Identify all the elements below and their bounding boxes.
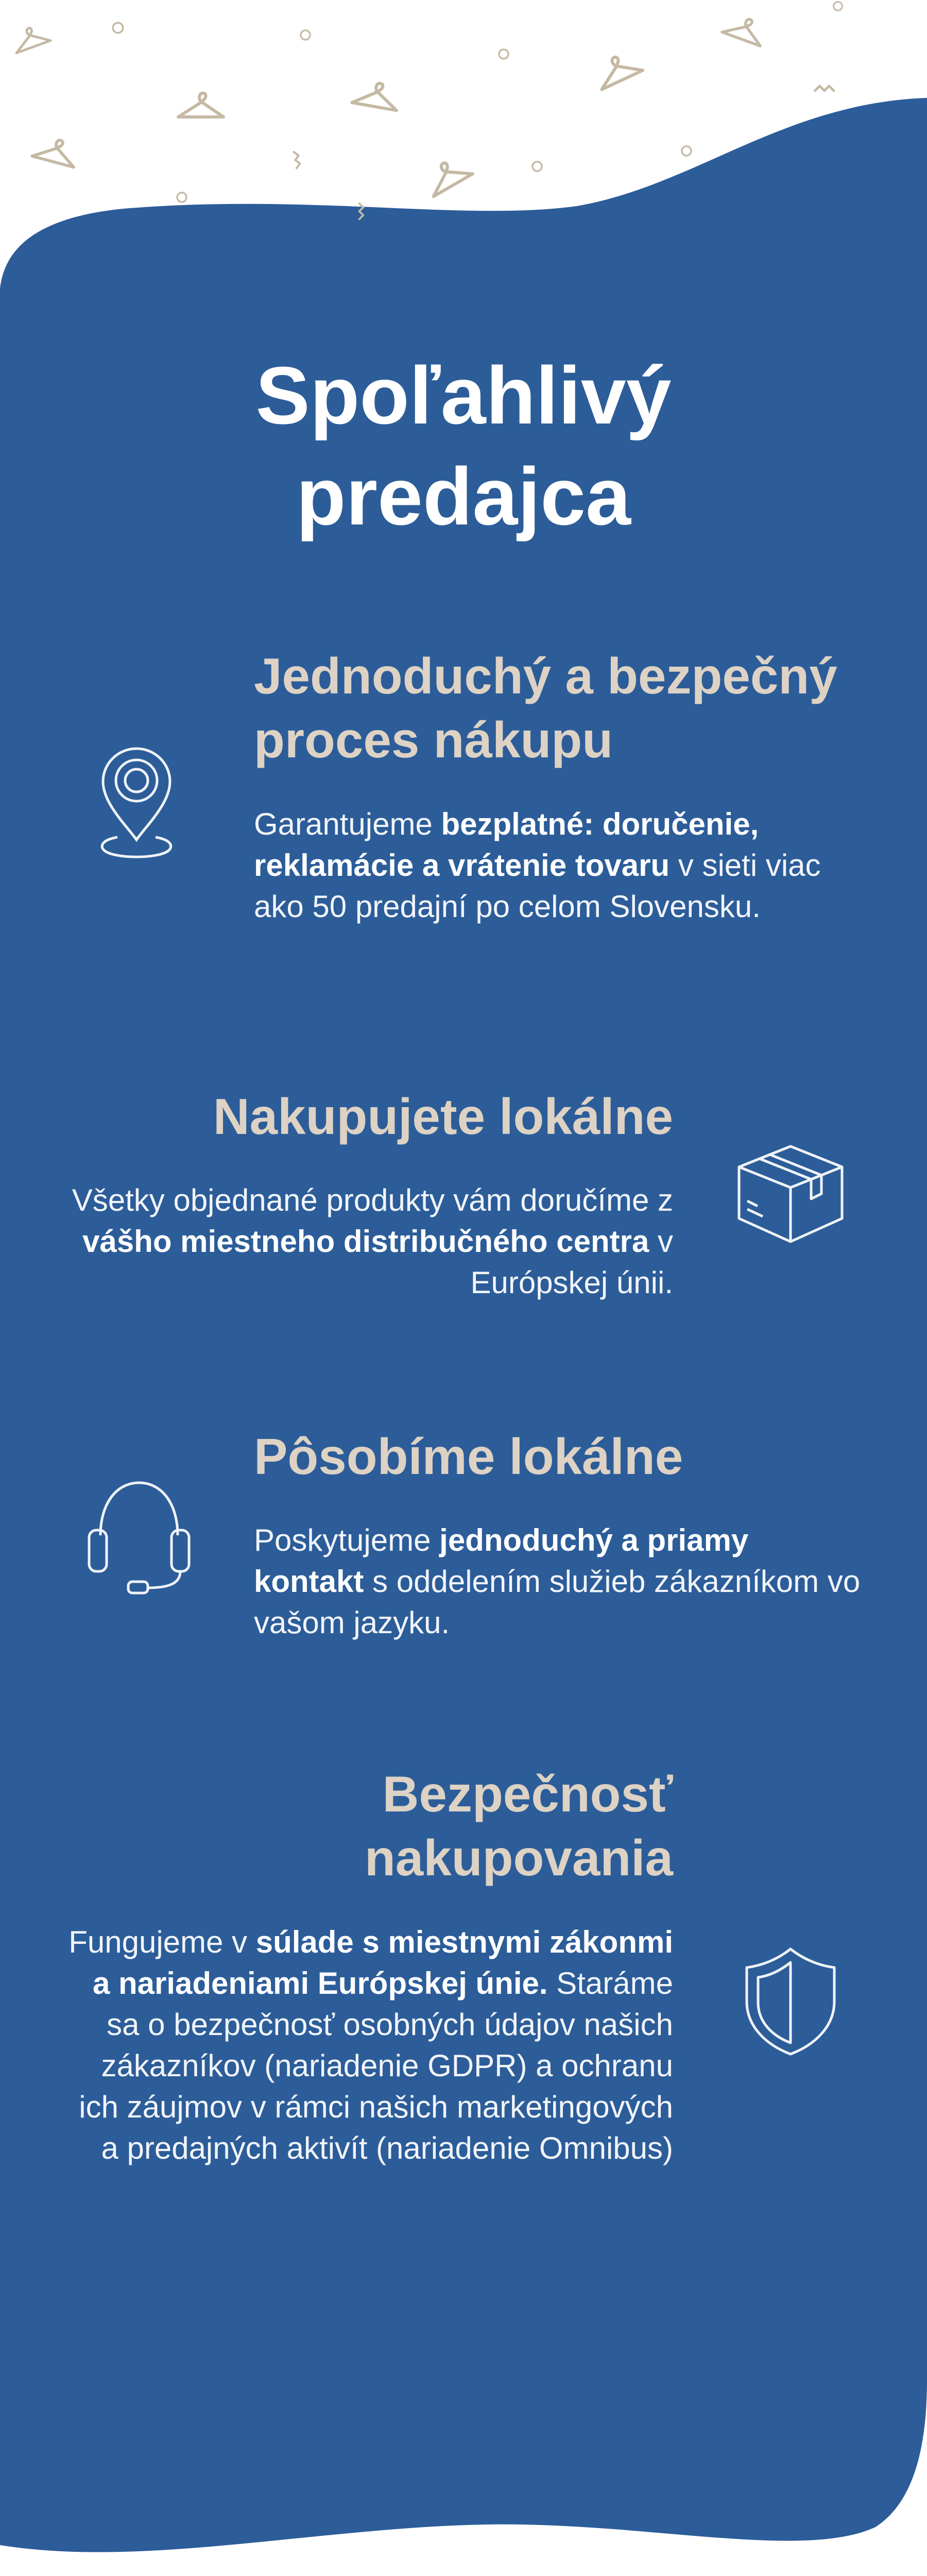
feature-title-security: Bezpečnosť nakupovania [364,1766,673,1886]
feature-title-local-operation: Pôsobíme lokálne [254,1428,683,1485]
ring-icon [175,191,188,207]
ring-icon [299,28,312,44]
ring-icon [530,160,544,176]
ring-icon [680,144,693,160]
feature-title-local-shopping: Nakupujete lokálne [213,1088,673,1145]
feature-text-local-shopping: Všetky objednané produkty vám doručíme z vášho miestneho distribučného centra v Európskej únii. [72,1183,673,1300]
clothes-hanger-icon [175,90,227,124]
shield-icon [742,1945,839,2058]
package-box-icon [734,1136,847,1249]
feature-title-purchase: Jednoduchý a bezpečný proces nákupu [254,648,837,768]
ring-icon [497,47,510,63]
feature-text-purchase: Garantujeme bezplatné: doručenie, reklamácie a vrátenie tovaru v sieti viac ako 50 predajní po celom Slovensku. [254,807,821,924]
headset-icon [85,1473,193,1597]
feature-text-security: Fungujeme v súlade s miestnymi zákonmi a nariadeniami Európskej únie. Staráme sa o bezpečnosť osobných údajov našich zákazníkov (nariadenie GDPR) a ochranu ich záujmov v rámci našich marketingových a predajných aktivít (nariadenie Omnibus) [68,1925,673,2165]
ring-icon [832,0,844,15]
ring-icon [111,21,125,38]
feature-text-local-operation: Poskytujeme jednoduchý a priamy kontakt s oddelením služieb zákazníkom vo vašom jazyku. [254,1523,861,1640]
zigzag-icon [354,202,366,222]
location-pin-icon [97,744,176,863]
zigzag-icon [814,82,837,97]
page-title: Spoľahlivý predajca [255,350,672,542]
